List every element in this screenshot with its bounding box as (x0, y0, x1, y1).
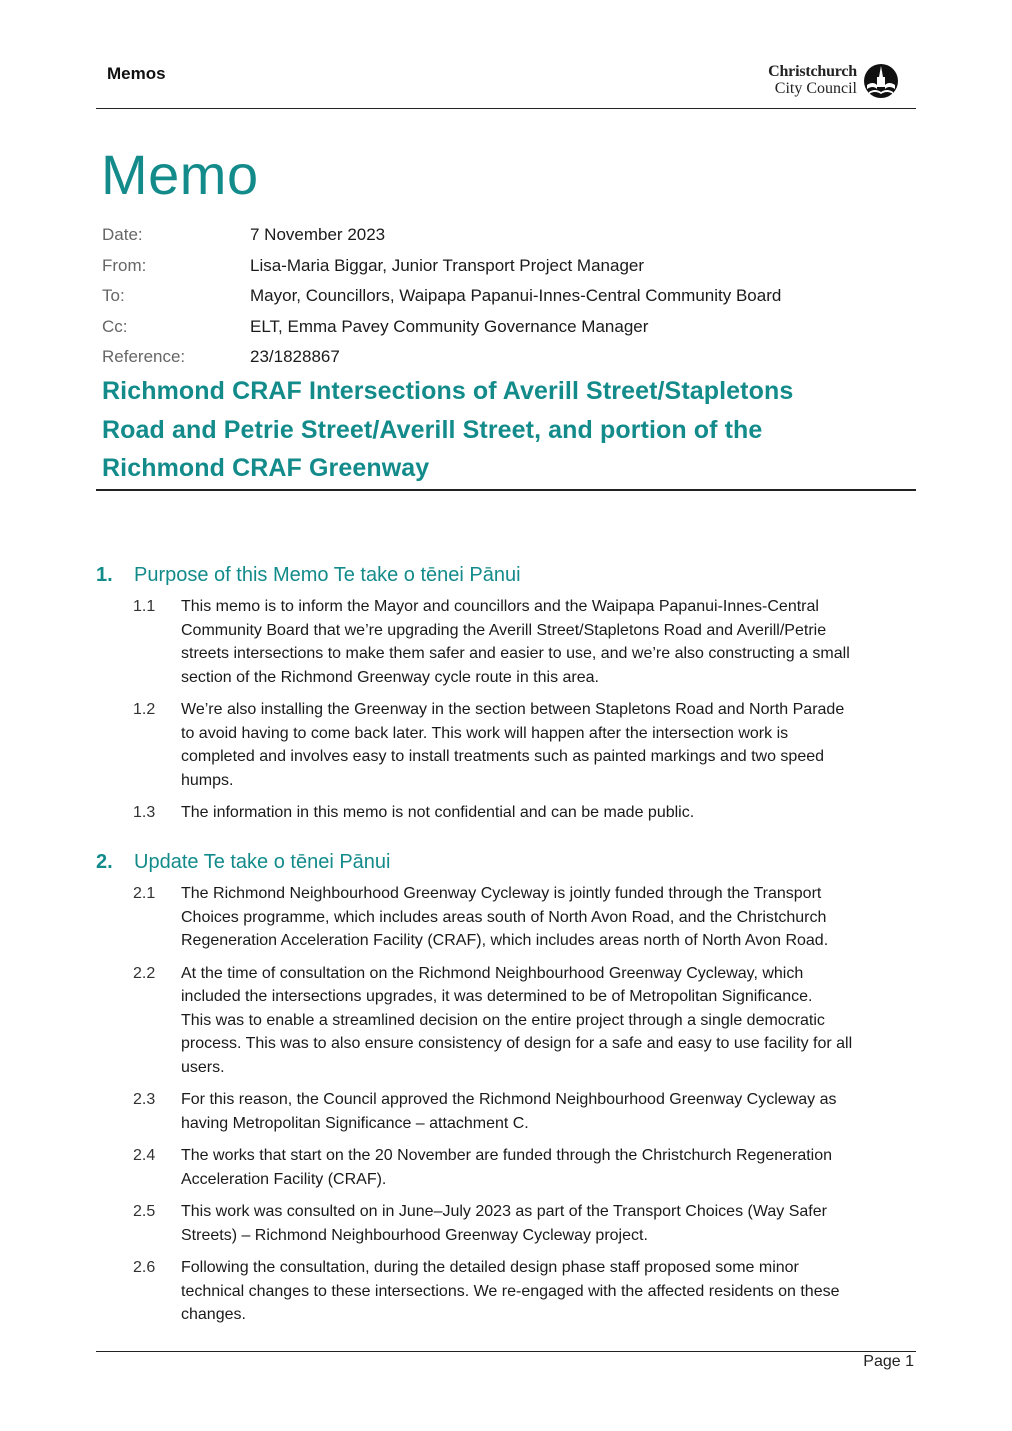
meta-value: ELT, Emma Pavey Community Governance Manager (250, 316, 649, 336)
paragraph (96, 962, 916, 1080)
paragraph-text (181, 882, 916, 953)
text-line: Community Board that we’re upgrading the Averill Street/Stapletons Road and Averill/Petrie (181, 621, 827, 639)
meta-row-to (102, 281, 781, 312)
subject-line: Road and Petrie Street/Averill Street, and portion of the (102, 415, 763, 444)
text-line: section of the Richmond Greenway cycle route in this area. (181, 668, 599, 686)
section-update (96, 848, 916, 1327)
section-title: Update Te take o tēnei Pānui (134, 851, 391, 873)
paragraph (96, 1144, 916, 1191)
paragraph (96, 1256, 916, 1327)
paragraph-number: 2.6 (133, 1259, 156, 1276)
paragraph-number: 1.3 (133, 804, 156, 821)
paragraph (96, 595, 916, 689)
page-number: Page 1 (863, 1353, 914, 1370)
text-line: process. This was to also ensure consistency of design for a safe and easy to use facility for all (181, 1035, 853, 1052)
logo-line-1: Christchurch (768, 63, 857, 80)
header-divider (96, 108, 916, 109)
memo-title: Memo (101, 143, 259, 206)
text-line: streets intersections to make them safer and easier to use, and we’re also constructing a small (181, 645, 850, 662)
text-line: We’re also installing the Greenway in the section between Stapletons Road and North Parade (181, 701, 845, 718)
memo-subject (102, 372, 902, 488)
text-line: users. (181, 1058, 225, 1076)
text-line: This work was consulted on in June–July 2023 as part of the Transport Choices (Way Safer (181, 1203, 827, 1220)
meta-label: From: (102, 255, 147, 275)
section-heading (96, 561, 916, 589)
meta-value: Lisa-Maria Biggar, Junior Transport Project Manager (250, 255, 645, 275)
text-line: At the time of consultation on the Richmond Neighbourhood Greenway Cycleway, which (181, 964, 804, 982)
subject-line: Richmond CRAF Intersections of Averill Street/Stapletons (102, 377, 794, 405)
meta-label: Cc: (102, 316, 128, 336)
subject-line: Richmond CRAF Greenway (102, 454, 430, 482)
header-title: Memos (107, 64, 166, 83)
paragraph-number: 2.2 (133, 964, 156, 982)
paragraph-number: 1.2 (133, 701, 156, 718)
section-number: 1. (96, 564, 113, 586)
paragraph-text (181, 962, 916, 1080)
paragraph-number: 1.1 (133, 598, 156, 615)
paragraph-text (181, 698, 916, 792)
logo-line-2: City Council (774, 80, 857, 97)
text-line: included the intersections upgrades, it was determined to be of Metropolitan Significance. (181, 988, 813, 1005)
paragraph (96, 801, 916, 825)
text-line: Choices programme, which includes areas south of North Avon Road, and the Christchurch (181, 908, 827, 926)
paragraph (96, 1088, 916, 1135)
text-line: Following the consultation, during the detailed design phase staff proposed some minor (181, 1259, 799, 1276)
meta-value: 23/1828867 (250, 347, 340, 366)
text-line: changes. (181, 1306, 246, 1323)
paragraph (96, 698, 916, 792)
text-line: completed and involves easy to install treatments such as painted markings and two speed (181, 748, 825, 765)
text-line: Streets) – Richmond Neighbourhood Greenway Cycleway project. (181, 1226, 648, 1244)
paragraph-text (181, 595, 916, 689)
text-line: to avoid having to come back later. This work will happen after the intersection work is (181, 724, 789, 742)
text-line: humps. (181, 771, 234, 789)
text-line: Acceleration Facility (CRAF). (181, 1170, 387, 1188)
council-logo (747, 63, 899, 101)
paragraph-text (181, 1088, 916, 1135)
text-line: This was to enable a streamlined decision on the entire project through a single democratic (181, 1011, 825, 1029)
paragraph-number: 2.3 (133, 1091, 156, 1108)
paragraph (96, 882, 916, 953)
text-line: The Richmond Neighbourhood Greenway Cycleway is jointly funded through the Transport (181, 885, 822, 902)
text-line: For this reason, the Council approved the Richmond Neighbourhood Greenway Cycleway as (181, 1091, 837, 1108)
meta-value: Mayor, Councillors, Waipapa Papanui-Innes-Central Community Board (250, 286, 782, 305)
section-heading (96, 848, 916, 876)
meta-row-date (102, 220, 781, 251)
paragraph-text (181, 1200, 916, 1247)
text-line: having Metropolitan Significance – attachment C. (181, 1114, 529, 1132)
section-number: 2. (96, 851, 113, 873)
text-line: This memo is to inform the Mayor and councillors and the Waipapa Papanui-Innes-Central (181, 598, 819, 615)
paragraph-text (181, 1144, 916, 1191)
cathedral-icon (863, 63, 899, 99)
meta-value: 7 November 2023 (250, 225, 386, 244)
memo-meta (102, 220, 781, 373)
meta-row-from (102, 251, 781, 282)
footer-divider (96, 1351, 916, 1352)
meta-label: Reference: (102, 347, 186, 366)
meta-row-reference (102, 342, 781, 373)
paragraph-number: 2.5 (133, 1203, 156, 1220)
meta-label: To: (102, 286, 125, 305)
text-line: The information in this memo is not confidential and can be made public. (181, 804, 695, 821)
paragraph-number: 2.1 (133, 885, 156, 902)
text-line: Regeneration Acceleration Facility (CRAF), which includes areas north of North Avon Road. (181, 932, 829, 949)
paragraph-text (181, 1256, 916, 1327)
paragraph-number: 2.4 (133, 1147, 156, 1164)
section-title: Purpose of this Memo Te take o tēnei Pānui (134, 564, 521, 586)
meta-label: Date: (102, 225, 143, 244)
meta-row-cc (102, 312, 781, 343)
subject-divider (96, 489, 916, 491)
paragraph-text (181, 801, 916, 825)
section-purpose (96, 561, 916, 825)
paragraph (96, 1200, 916, 1247)
text-line: technical changes to these intersections. We re-engaged with the affected residents on these (181, 1282, 840, 1300)
text-line: The works that start on the 20 November are funded through the Christchurch Regeneration (181, 1147, 833, 1164)
